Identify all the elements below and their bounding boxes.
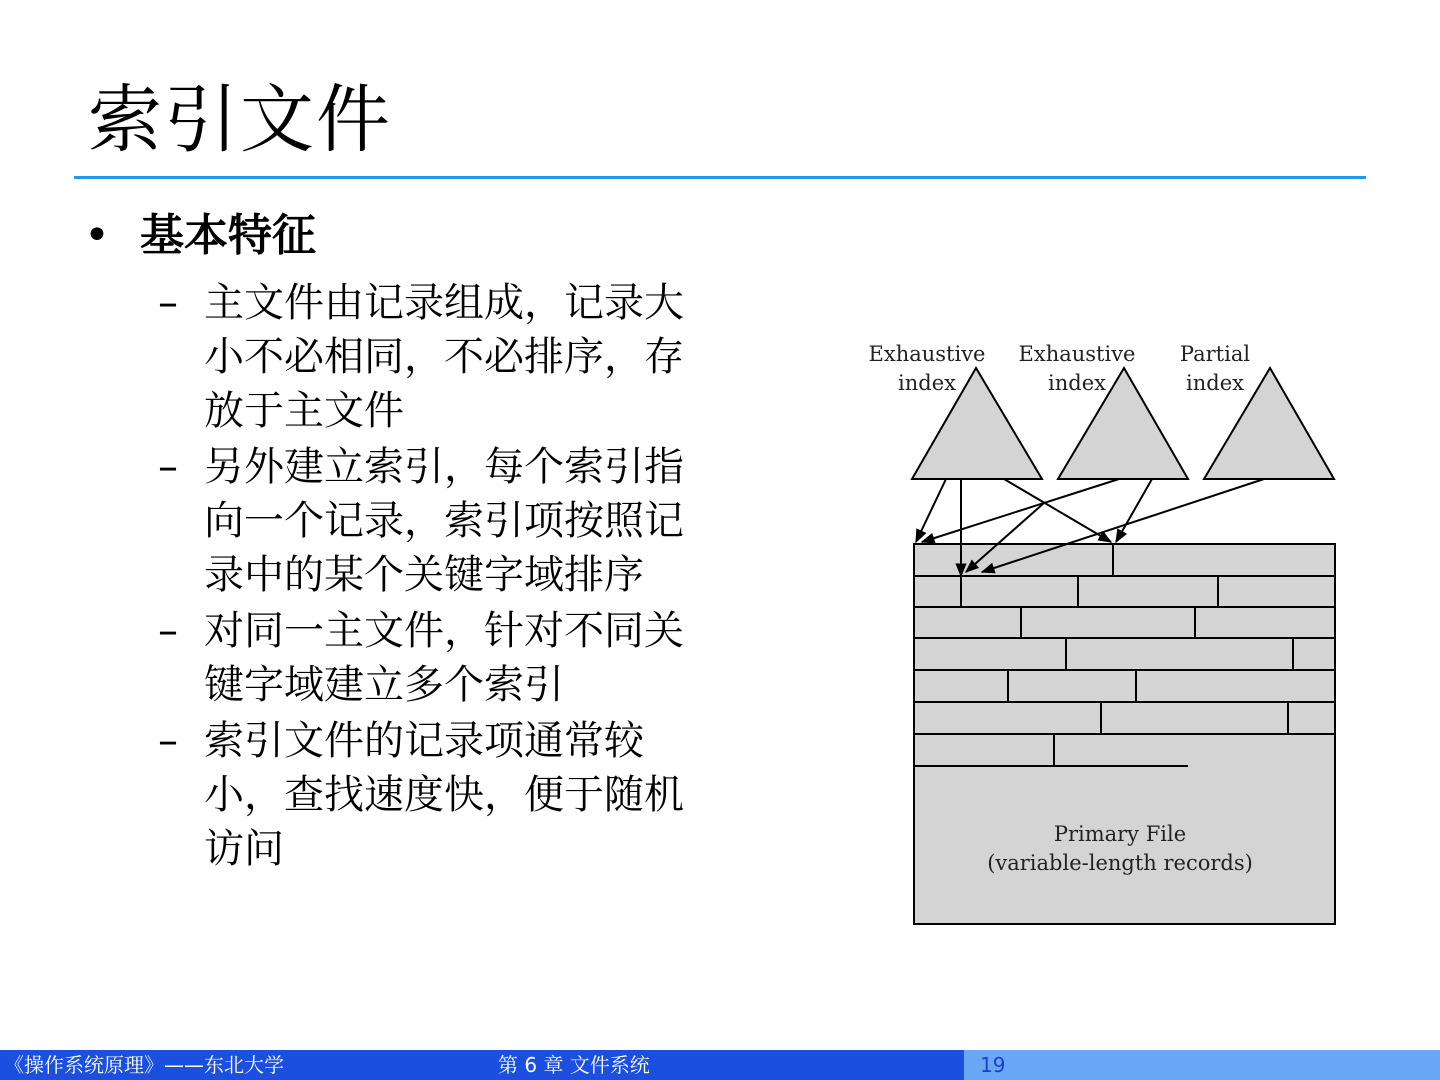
footer-bar xyxy=(0,1050,1440,1080)
footer-chapter: 第 6 章 文件系统 xyxy=(484,1050,964,1080)
footer-page-number: 19 xyxy=(964,1050,1440,1080)
sub-bullet-text: 索引文件的记录项通常较小，查找速度快，便于随机访问 xyxy=(204,718,684,872)
dash-marker: – xyxy=(158,608,178,654)
bullet-heading xyxy=(84,206,704,266)
sub-bullet-text: 主文件由记录组成，记录大小不必相同，不必排序，存放于主文件 xyxy=(204,280,684,434)
bullet-dot: • xyxy=(84,210,110,261)
index-label-2-line-1: Exhaustive xyxy=(1018,342,1136,366)
footer-course: 《操作系统原理》——东北大学 xyxy=(0,1050,484,1080)
index-label-3-line-2: index xyxy=(1186,371,1244,395)
index-label-2-line-2: index xyxy=(1048,371,1106,395)
title-divider xyxy=(74,176,1366,179)
slide-title: 索引文件 xyxy=(88,77,392,163)
dash-marker: – xyxy=(158,718,178,764)
bullet-list xyxy=(84,206,704,878)
index-label-3-line-1: Partial xyxy=(1179,342,1251,366)
indexed-file-diagram xyxy=(860,330,1350,940)
index-label-1-line-2: index xyxy=(898,371,956,395)
dash-marker: – xyxy=(158,444,178,490)
bullet-heading-text: 基本特征 xyxy=(140,210,316,261)
sub-bullet-list xyxy=(84,276,704,876)
primary-file-label-line-1: Primary File xyxy=(1053,822,1187,846)
sub-bullet-4 xyxy=(84,714,690,876)
dash-marker: – xyxy=(158,280,178,326)
sub-bullet-2 xyxy=(84,440,690,602)
index-label-1-line-1: Exhaustive xyxy=(868,342,986,366)
sub-bullet-1 xyxy=(84,276,690,438)
sub-bullet-text: 另外建立索引，每个索引指向一个记录，索引项按照记录中的某个关键字域排序 xyxy=(204,444,684,598)
primary-file-label-line-2: (variable-length records) xyxy=(987,851,1253,875)
sub-bullet-text: 对同一主文件，针对不同关键字域建立多个索引 xyxy=(204,608,684,708)
sub-bullet-3 xyxy=(84,604,690,712)
